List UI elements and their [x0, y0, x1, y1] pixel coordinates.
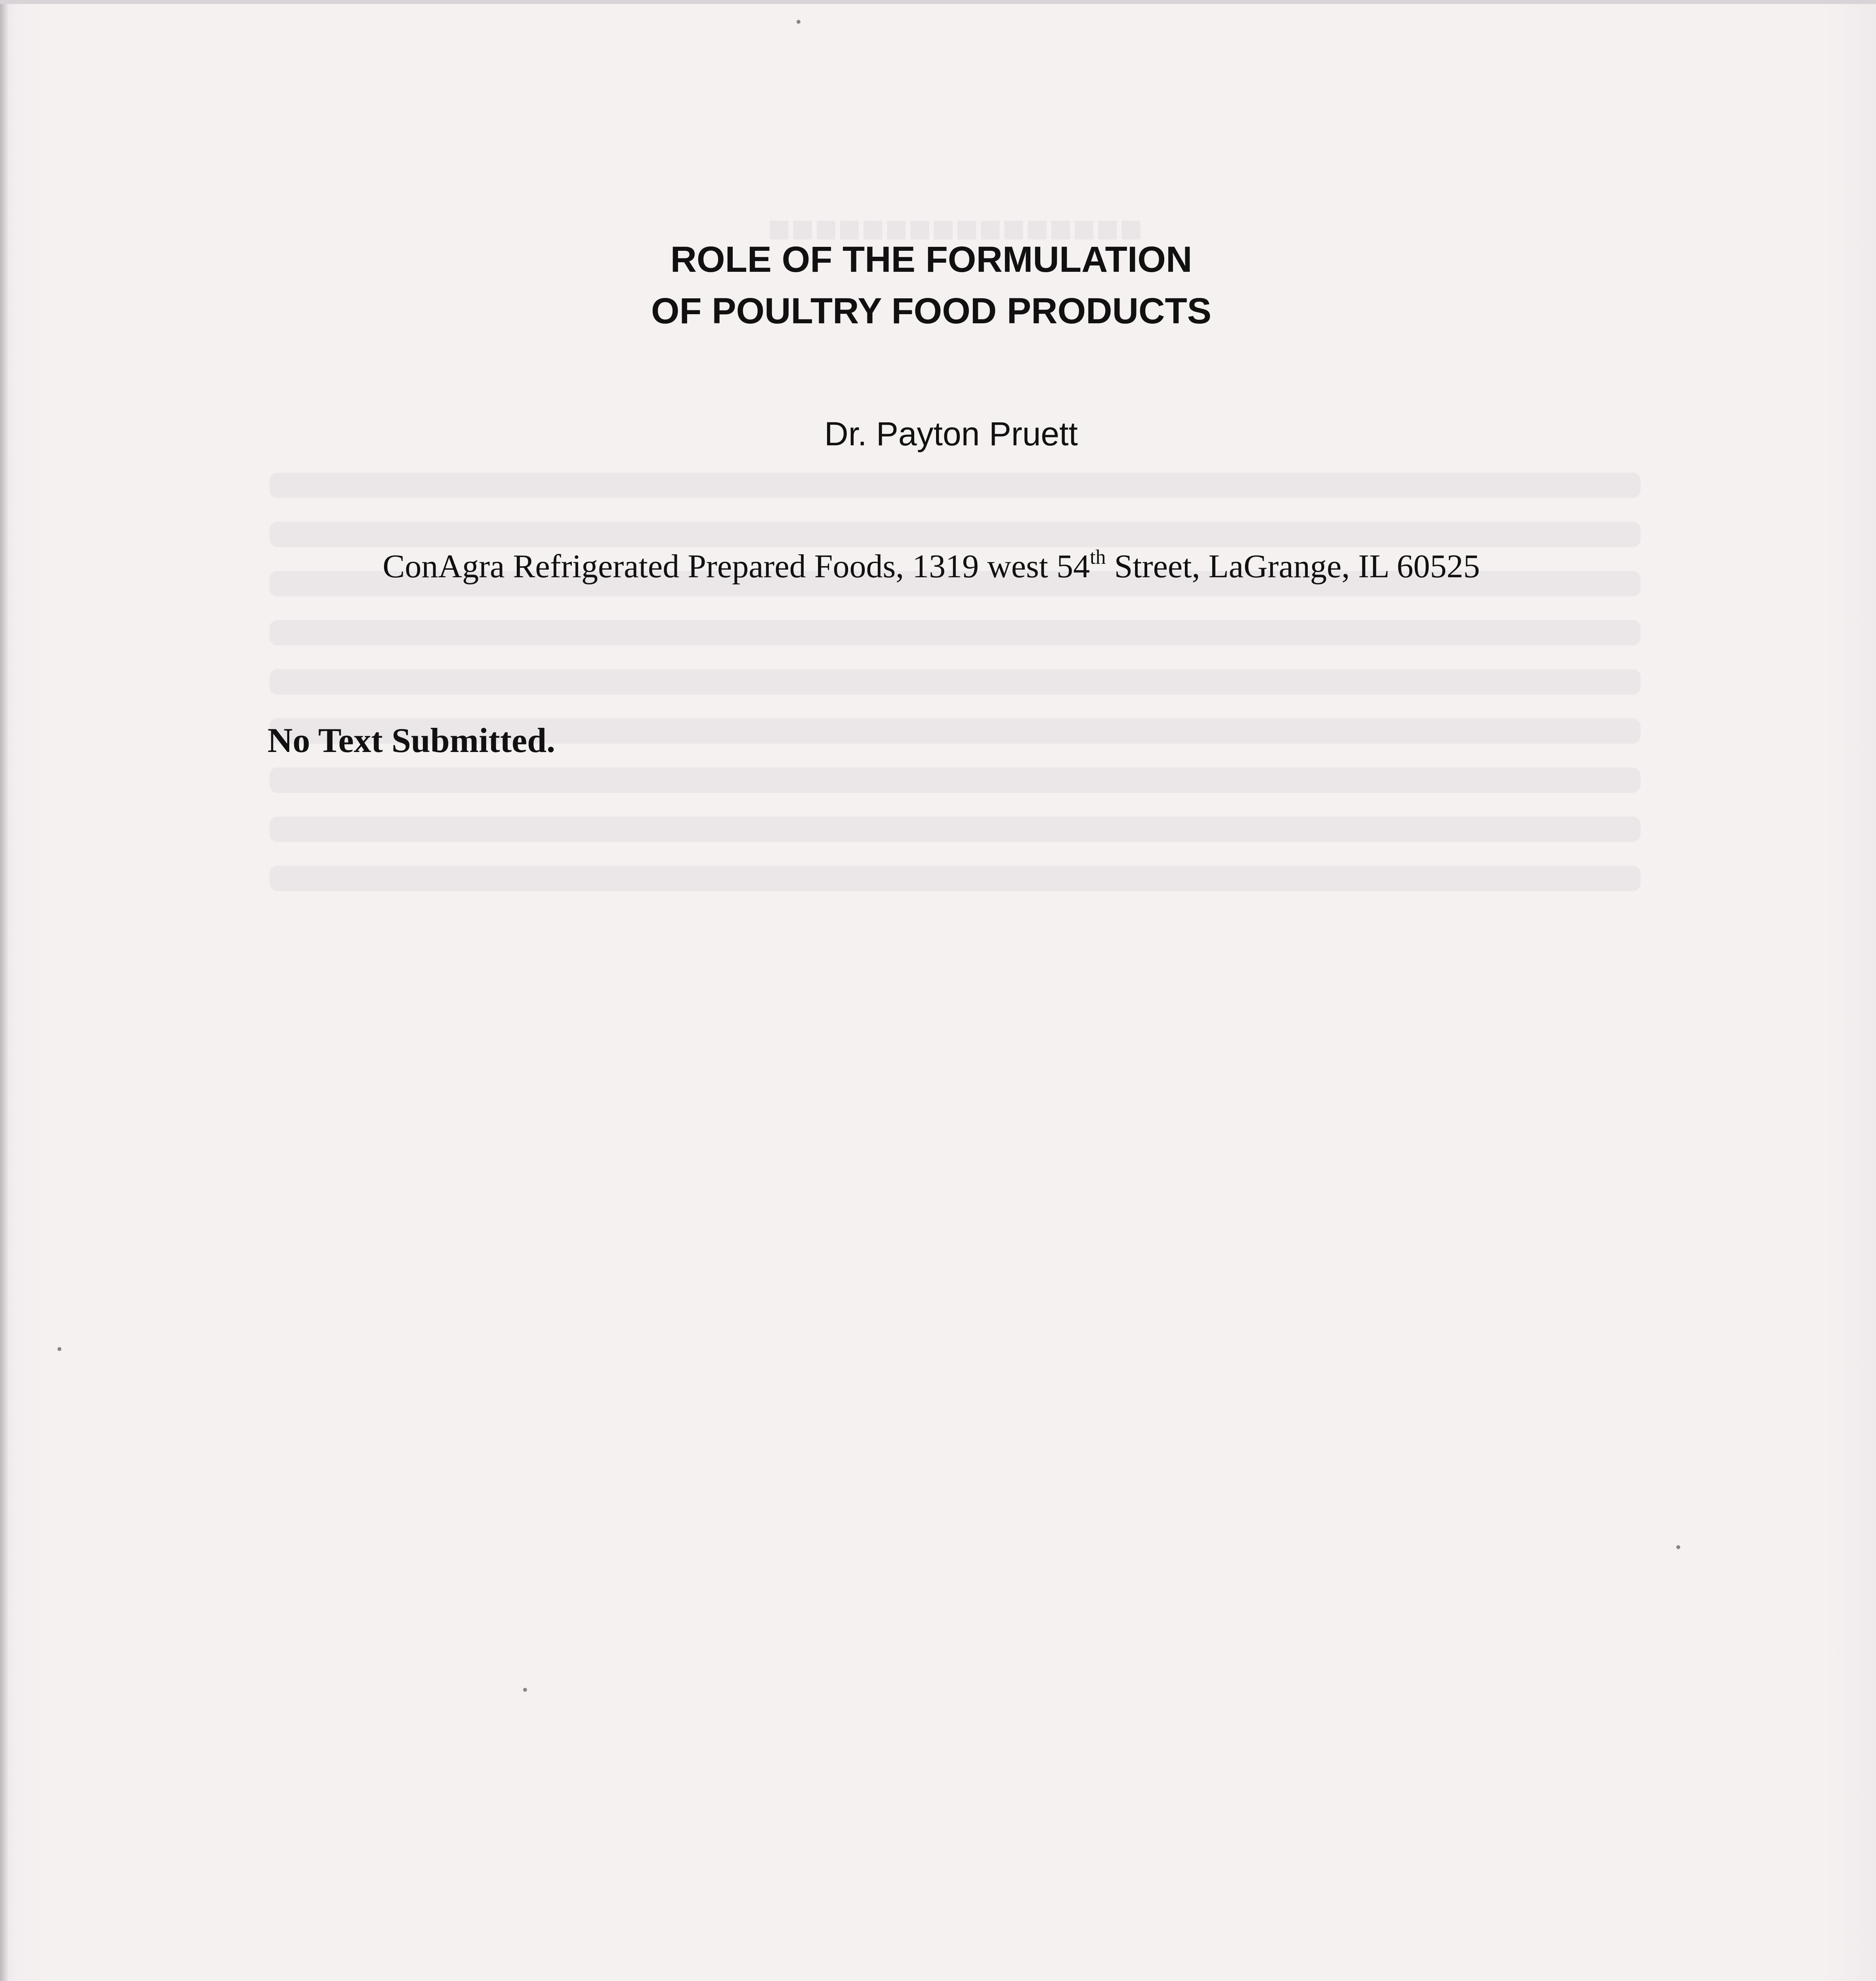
bleed-line	[269, 669, 1641, 695]
page-title	[476, 234, 1387, 337]
bleed-line	[269, 866, 1641, 891]
body-text: No Text Submitted.	[267, 721, 556, 760]
reverse-side-bleed-through	[222, 206, 1688, 1981]
bleed-line	[269, 817, 1641, 842]
page-title-line-2: OF POULTRY FOOD PRODUCTS	[651, 291, 1212, 331]
affiliation-text-start: ConAgra Refrigerated Prepared Foods, 1319 west 54	[382, 548, 1090, 585]
bleed-heading-shape: ■■■■■■■■■■■■■■■■	[767, 206, 1143, 250]
page-title-line-1: ROLE OF THE FORMULATION	[670, 239, 1192, 280]
affiliation-ordinal-suffix: th	[1090, 546, 1106, 569]
paper-speck	[1676, 1545, 1680, 1549]
page-left-edge	[0, 0, 8, 1981]
author-affiliation	[198, 543, 1664, 590]
bleed-line	[269, 620, 1641, 645]
paper-speck	[57, 1347, 61, 1351]
bleed-line	[269, 473, 1641, 498]
paper-speck	[797, 20, 800, 24]
page-top-edge	[0, 0, 1876, 4]
author-name: Dr. Payton Pruett	[824, 415, 1078, 452]
bleed-line	[269, 767, 1641, 793]
affiliation-text-end: Street, LaGrange, IL 60525	[1106, 548, 1480, 585]
paper-speck	[523, 1688, 527, 1692]
